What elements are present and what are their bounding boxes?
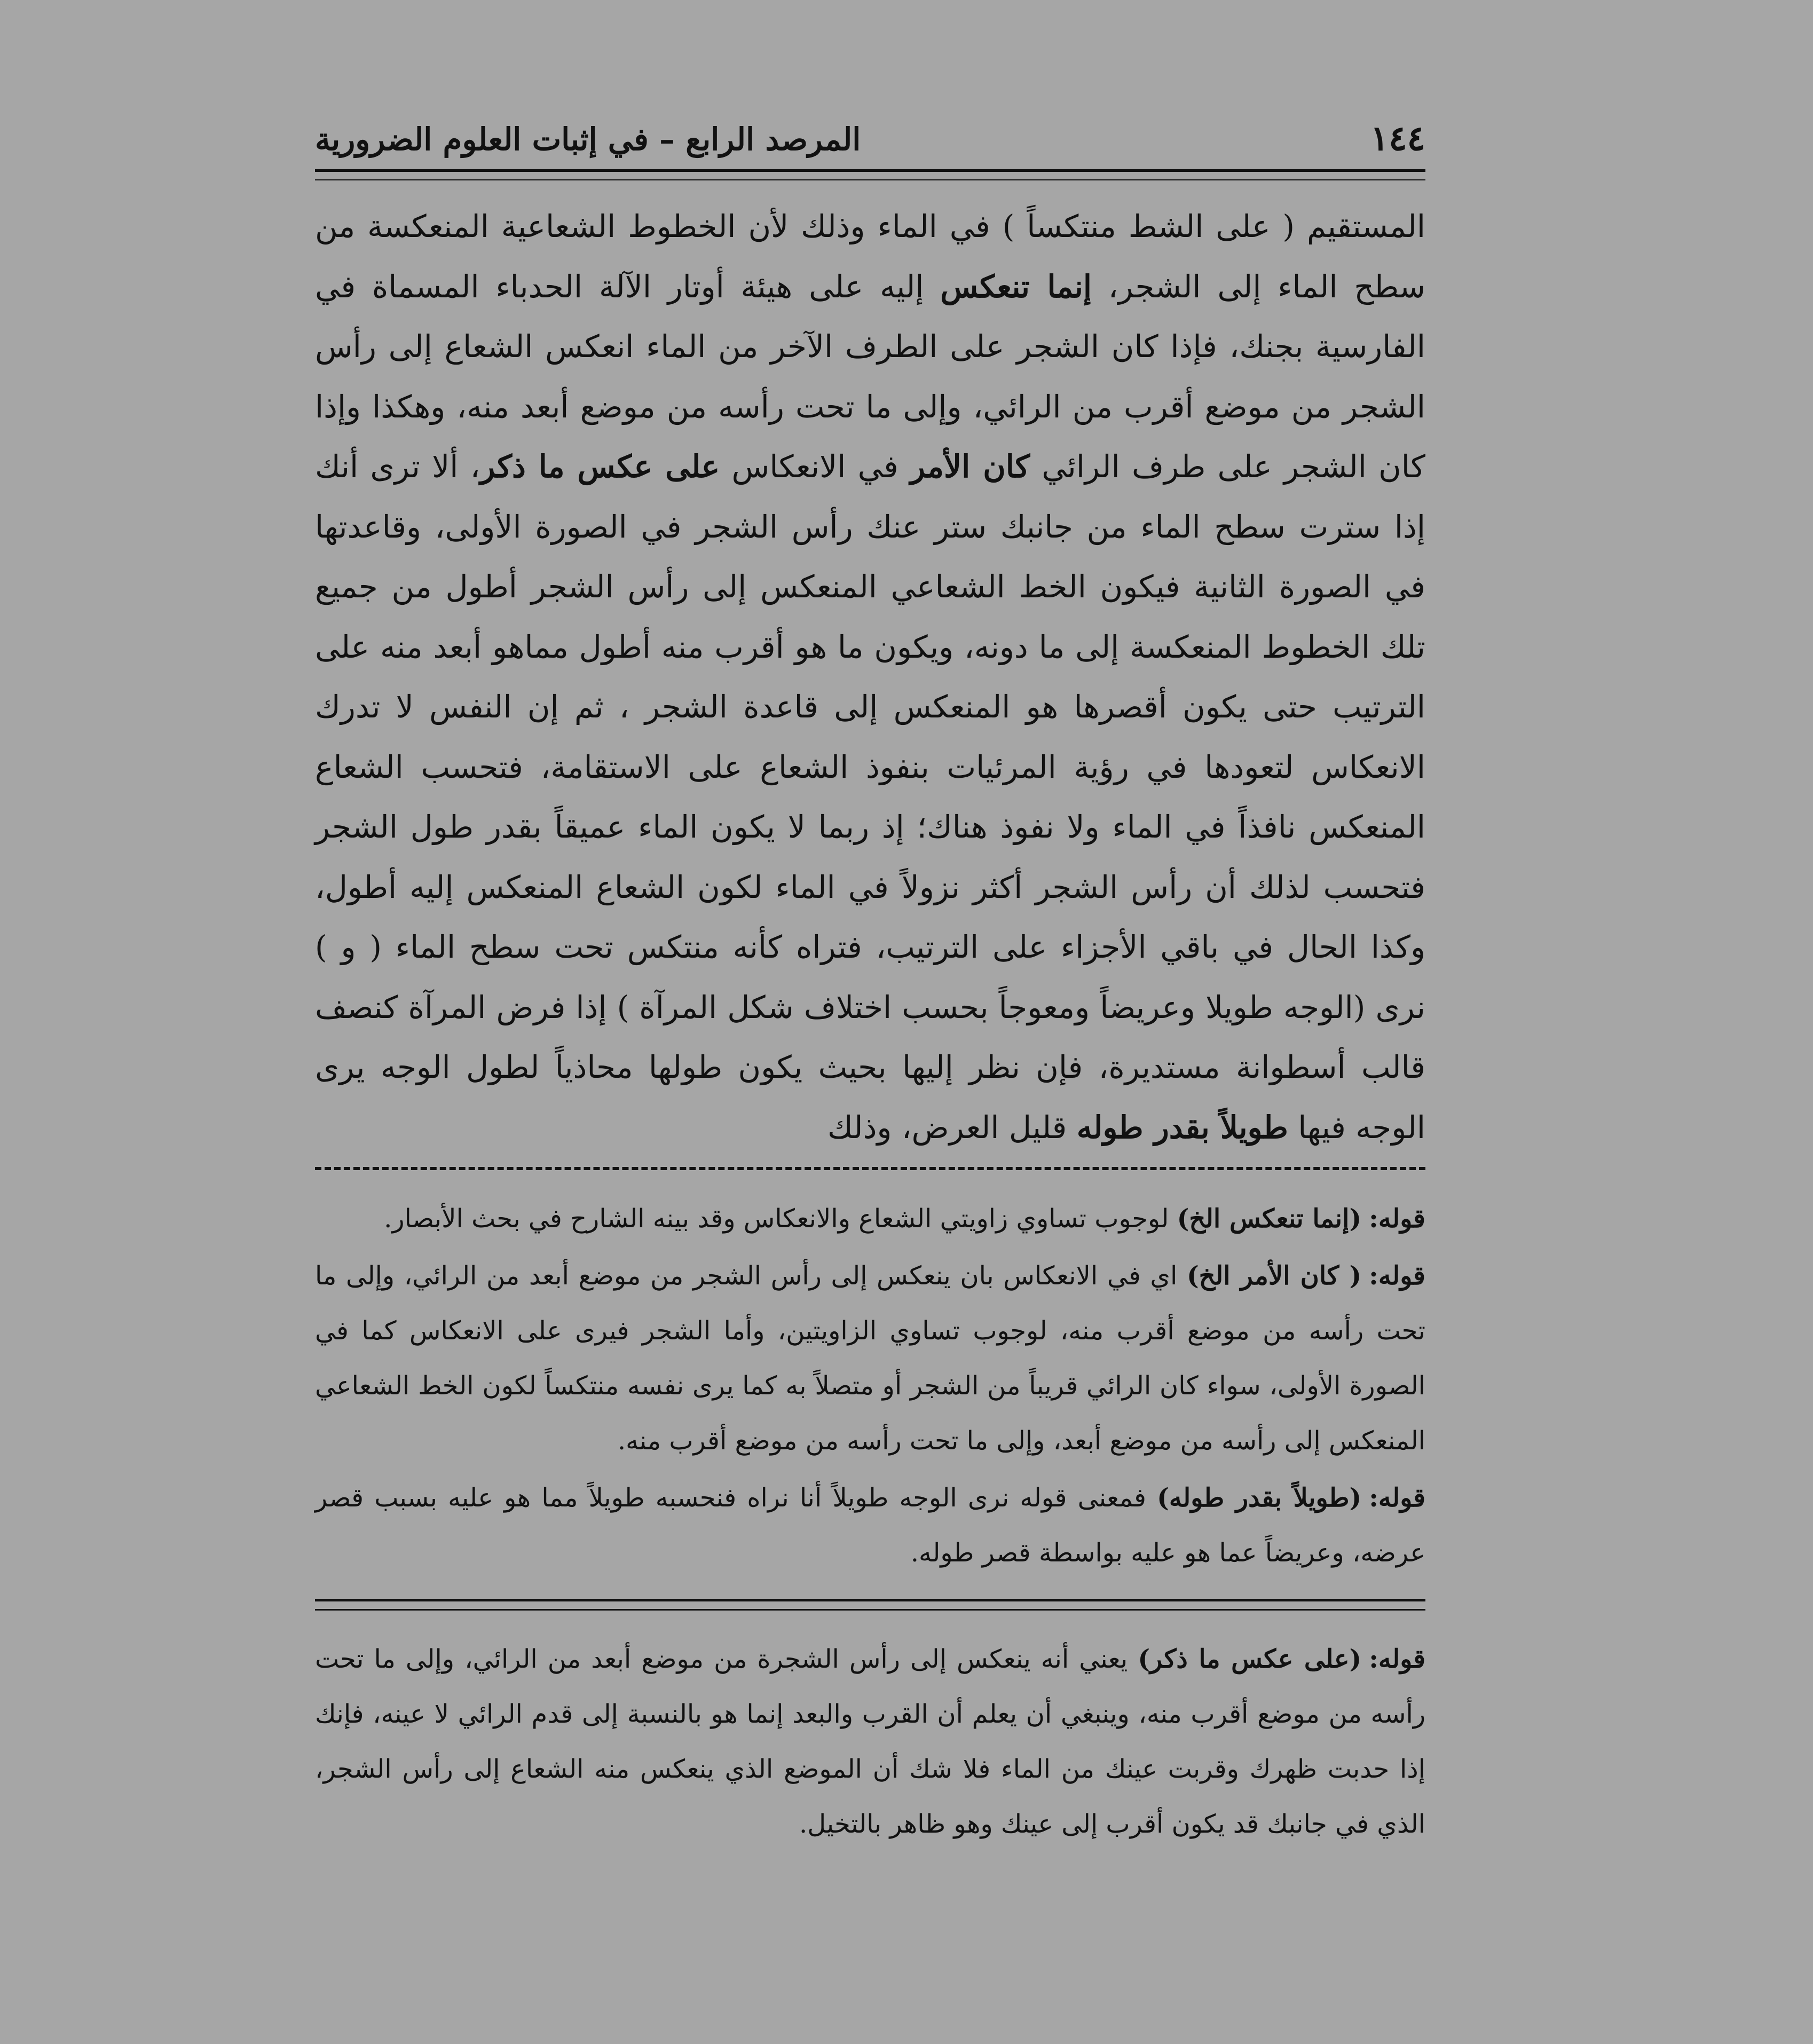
commentary-quote: (على عكس ما ذكر) [1138,1644,1362,1674]
footnote-dashed-separator [315,1167,1425,1170]
footnote-text: اي في الانعكاس بان ينعكس إلى رأس الشجر من موضع أبعد من الرائي، وإلى ما تحت رأسه من موضع أقرب منه، لوجوب تساوي الزاويتين، وأما الشجر فيرى على الانعكاس كما في الصورة الأولى، سواء كان الرائي قريباً من الشجر أو متصلاً به كما يرى نفسه منتكساً لكون الخط الشعاعي المنعكس إلى رأسه من موضع أبعد، وإلى ما تحت رأسه من موضع أقرب منه. [315,1261,1425,1456]
commentary-note [315,1632,1425,1852]
footnote [315,1471,1425,1581]
footnote-label: قوله: [1369,1204,1425,1234]
main-text-emphasis-4: طويلاً بقدر طوله [1076,1109,1288,1146]
footnote-label: قوله: [1369,1483,1426,1513]
main-text [315,196,1425,1157]
page-number: ١٤٤ [1370,119,1425,159]
header-rule [315,169,1425,180]
footnote-label: قوله: [1369,1261,1425,1291]
main-text-segment-3: في الانعكاس [720,448,910,485]
main-text-segment-4: ، ألا ترى أنك إذا سترت سطح الماء من جانبك ستر عنك رأس الشجر في الصورة الأولى، وقاعدتها في الصورة الثانية فيكون الخط الشعاعي المنعكس إلى رأس الشجر أطول من جميع تلك الخطوط المنعكسة إلى ما دونه، ويكون ما هو أقرب منه أطول مماهو أبعد منه على الترتيب حتى يكون أقصرها هو المنعكس إلى قاعدة الشجر ، ثم إن النفس لا تدرك الانعكاس لتعودها في رؤية المرئيات بنفوذ الشعاع على الاستقامة، فتحسب الشعاع المنعكس نافذاً في الماء ولا نفوذ هناك؛ إذ ربما لا يكون الماء عميقاً بقدر طول الشجر فتحسب لذلك أن رأس الشجر أكثر نزولاً في الماء لكون الشعاع المنعكس إليه أطول، وكذا الحال في باقي الأجزاء على الترتيب، فتراه كأنه منتكس تحت سطح الماء ( و ) نرى (الوجه طويلا وعريضاً ومعوجاً بحسب اختلاف شكل المرآة ) إذا فرض المرآة كنصف قالب أسطوانة مستديرة، فإن نظر إليها بحيث يكون طولها محاذياً لطول الوجه يرى الوجه فيها [315,448,1425,1146]
main-text-segment-5: قليل العرض، وذلك [827,1109,1077,1146]
footnote-text: فمعنى قوله نرى الوجه طويلاً أنا نراه فنحسبه طويلاً مما هو عليه بسبب قصر عرضه، وعريضاً عما هو عليه بواسطة قصر طوله. [315,1483,1425,1568]
footnote [315,1191,1425,1246]
footnote-quote: ( كان الأمر الخ) [1186,1261,1362,1291]
running-header [315,115,1425,163]
footnote-quote: (طويلاً بقدر طوله) [1157,1483,1362,1513]
double-rule-separator [315,1599,1425,1611]
footnote [315,1249,1425,1469]
main-paragraph [315,196,1425,1157]
book-page [315,115,1425,1854]
lower-commentary [315,1632,1425,1852]
commentary-label: قوله: [1369,1644,1426,1674]
main-text-emphasis-1: إنما تنعكس [940,268,1092,305]
footnotes [315,1191,1425,1581]
footnote-quote: (إنما تنعكس الخ) [1177,1204,1362,1234]
commentary-text: يعني أنه ينعكس إلى رأس الشجرة من موضع أبعد من الرائي، وإلى ما تحت رأسه من موضع أقرب منه، وينبغي أن يعلم أن القرب والبعد إنما هو بالنسبة إلى قدم الرائي لا عينه، فإنك إذا حدبت ظهرك وقربت عينك من الماء فلا شك أن الموضع الذي ينعكس منه الشعاع إلى رأس الشجر، الذي في جانبك قد يكون أقرب إلى عينك وهو ظاهر بالتخيل. [315,1644,1425,1839]
running-title: المرصد الرابع – في إثبات العلوم الضرورية [315,121,861,157]
main-text-segment-2: إليه على هيئة أوتار الآلة الحدباء المسماة في الفارسية بجنك، فإذا كان الشجر على الطرف الآخر من الماء انعكس الشعاع إلى رأس الشجر من موضع أقرب من الرائي، وإلى ما تحت رأسه من موضع أبعد منه، وهكذا وإذا كان الشجر على طرف الرائي [315,268,1425,485]
main-text-segment-1: المستقيم ( على الشط منتكساً ) في الماء وذلك لأن الخطوط الشعاعية المنعكسة من سطح الماء إلى الشجر، [315,208,1425,305]
main-text-emphasis-2: كان الأمر [910,448,1030,485]
main-text-emphasis-3: على عكس ما ذكر [480,448,720,485]
footnote-text: لوجوب تساوي زاويتي الشعاع والانعكاس وقد بينه الشارح في بحث الأبصار. [384,1204,1177,1234]
